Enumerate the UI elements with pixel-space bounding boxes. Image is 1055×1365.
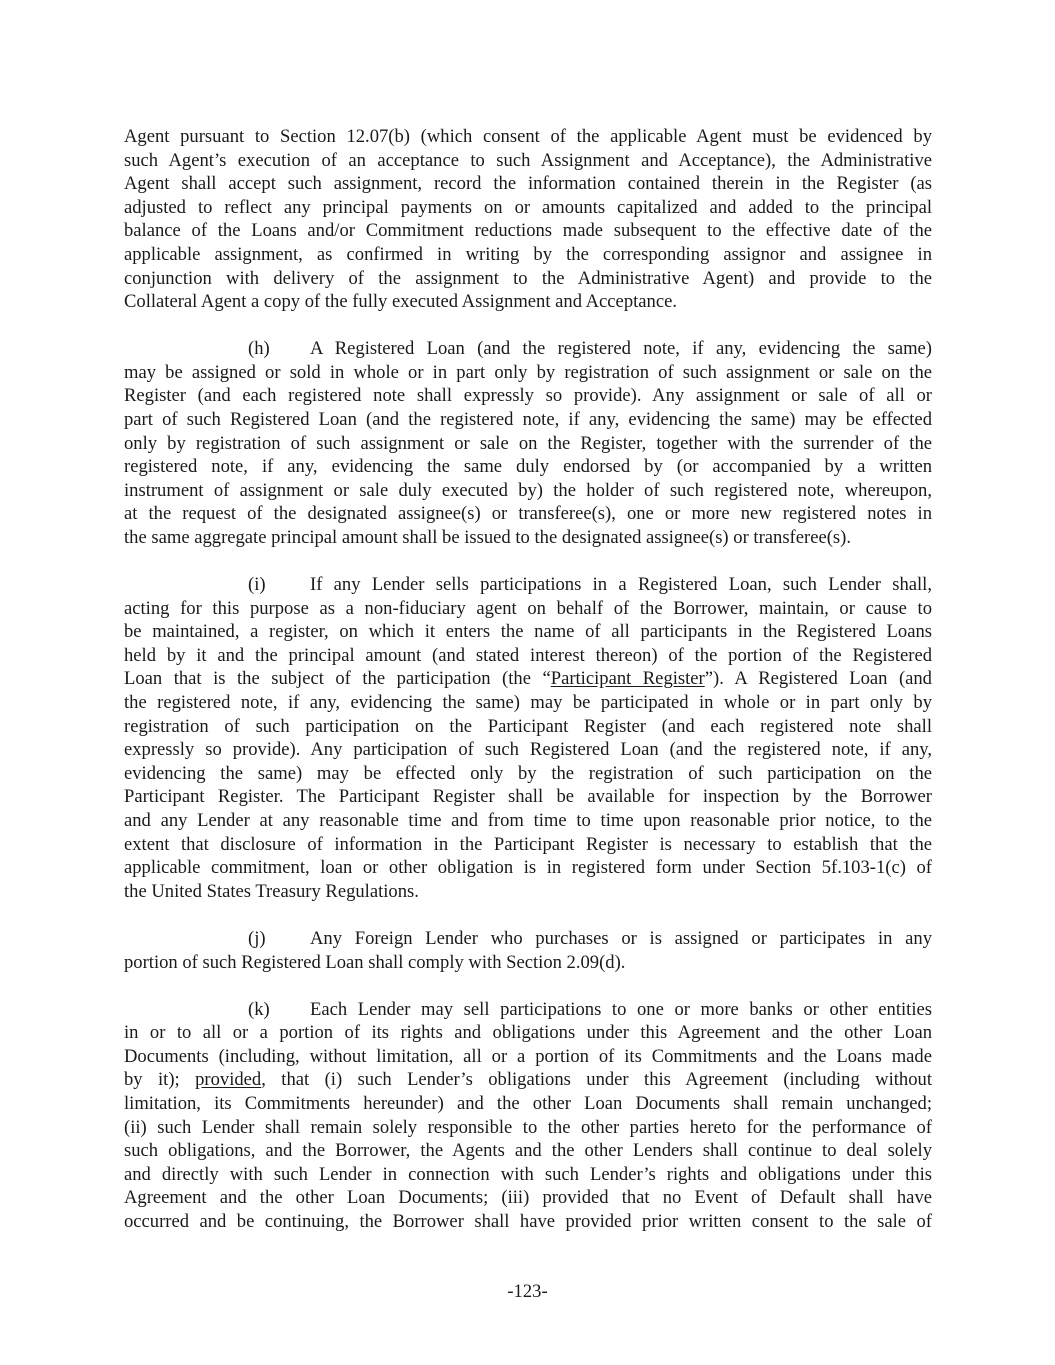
text-line: such Agent’s execution of an acceptance to such Assignment and Acceptance), the Administrative: [124, 149, 932, 171]
text-run: , that (i) such Lender’s obligations under this Agreement (including without: [261, 1069, 932, 1091]
text-line: be maintained, a register, on which it enters the name of all participants in the Registered Loans: [124, 621, 932, 643]
text-line: [124, 667, 932, 691]
underlined-provided: provided: [195, 1069, 262, 1091]
text-line: and any Lender at any reasonable time and from time to time upon reasonable prior notice, to the: [124, 810, 932, 832]
text-line-first: [124, 573, 932, 597]
text-line: may be assigned or sold in whole or in part only by registration of such assignment or sale on the: [124, 361, 932, 383]
text-line: part of such Registered Loan (and the registered note, if any, evidencing the same) may be effected: [124, 409, 932, 431]
text-line-first: [124, 998, 932, 1022]
paragraph-g-continued: [124, 125, 932, 314]
text-line: expressly so provide). Any participation of such Registered Loan (and the registered note, if any,: [124, 739, 932, 761]
text-run: If any Lender sells participations in a Registered Loan, such Lender shall,: [310, 574, 932, 596]
text-run: Loan that is the subject of the participation (the “: [124, 668, 551, 690]
text-line: evidencing the same) may be effected only by the registration of such participation on the: [124, 762, 932, 784]
text-line-first: [124, 337, 932, 361]
text-line: acting for this purpose as a non-fiduciary agent on behalf of the Borrower, maintain, or cause to: [124, 597, 932, 619]
paragraph-h: [124, 337, 932, 549]
paragraph-i: [124, 573, 932, 903]
text-run: by it);: [124, 1069, 196, 1091]
text-line: the same aggregate principal amount shall be issued to the designated assignee(s) or transferee(s).: [124, 527, 851, 548]
text-run: Any Foreign Lender who purchases or is assigned or participates in any: [310, 927, 932, 949]
text-line: (ii) such Lender shall remain solely responsible to the other parties hereto for the performance of: [124, 1116, 932, 1138]
text-line: Agent shall accept such assignment, record the information contained therein in the Register (as: [124, 173, 932, 195]
text-line: Agreement and the other Loan Documents; (iii) provided that no Event of Default shall have: [124, 1187, 932, 1209]
text-line: adjusted to reflect any principal payments on or amounts capitalized and added to the principal: [124, 196, 932, 218]
text-line: conjunction with delivery of the assignment to the Administrative Agent) and provide to the: [124, 267, 932, 289]
text-line: Register (and each registered note shall expressly so provide). Any assignment or sale of all or: [124, 385, 932, 407]
text-line: Collateral Agent a copy of the fully executed Assignment and Acceptance.: [124, 291, 677, 313]
section-marker: (j): [248, 927, 266, 949]
text-run: ”). A Registered Loan (and: [704, 668, 932, 690]
page-number: -123-: [507, 1281, 548, 1302]
text-line: [124, 1068, 932, 1092]
text-line: and directly with such Lender in connection with such Lender’s rights and obligations under this: [124, 1163, 932, 1185]
text-line: instrument of assignment or sale duly executed by) the holder of such registered note, whereupon,: [124, 479, 932, 501]
text-line: occurred and be continuing, the Borrower shall have provided prior written consent to the sale of: [124, 1210, 932, 1232]
section-marker: (i): [248, 574, 266, 596]
defined-term-participant-register: Participant Register: [550, 668, 705, 690]
text-line: Agent pursuant to Section 12.07(b) (which consent of the applicable Agent must be evidenced by: [124, 126, 932, 147]
text-line: portion of such Registered Loan shall comply with Section 2.09(d).: [124, 951, 626, 973]
text-line: held by it and the principal amount (and stated interest thereon) of the portion of the Registered: [124, 644, 932, 666]
text-line: registration of such participation on the Participant Register (and each registered note shall: [124, 715, 932, 737]
text-line: registered note, if any, evidencing the same duly endorsed by (or accompanied by a written: [124, 456, 932, 478]
section-marker: (h): [248, 338, 270, 360]
text-run: Each Lender may sell participations to one or more banks or other entities: [310, 998, 932, 1020]
text-line-first: [124, 927, 932, 951]
text-line: Documents (including, without limitation, all or a portion of its Commitments and the Loans made: [124, 1045, 932, 1067]
text-line: in or to all or a portion of its rights and obligations under this Agreement and the other Loan: [124, 1022, 932, 1044]
text-run: A Registered Loan (and the registered note, if any, evidencing the same): [310, 338, 932, 360]
text-line: the United States Treasury Regulations.: [124, 880, 419, 902]
text-line: the registered note, if any, evidencing the same) may be participated in whole or in part only by: [124, 692, 932, 714]
text-line: limitation, its Commitments hereunder) and the other Loan Documents shall remain unchanged;: [124, 1092, 932, 1114]
text-line: extent that disclosure of information in the Participant Register is necessary to establish that the: [124, 833, 932, 855]
text-line: balance of the Loans and/or Commitment reductions made subsequent to the effective date of the: [124, 220, 932, 242]
document-page: [124, 125, 932, 1257]
text-line: applicable assignment, as confirmed in writing by the corresponding assignor and assignee in: [124, 243, 932, 265]
text-line: such obligations, and the Borrower, the Agents and the other Lenders shall continue to deal solely: [124, 1140, 932, 1162]
paragraph-k: [124, 998, 932, 1234]
text-line: applicable commitment, loan or other obligation is in registered form under Section 5f.103-1(c) of: [124, 857, 932, 879]
section-marker: (k): [248, 998, 270, 1020]
text-line: at the request of the designated assignee(s) or transferee(s), one or more new registered notes in: [124, 503, 932, 525]
text-line: Participant Register. The Participant Register shall be available for inspection by the Borrower: [124, 786, 932, 808]
paragraph-j: [124, 927, 932, 974]
text-line: only by registration of such assignment or sale on the Register, together with the surrender of the: [124, 432, 932, 454]
